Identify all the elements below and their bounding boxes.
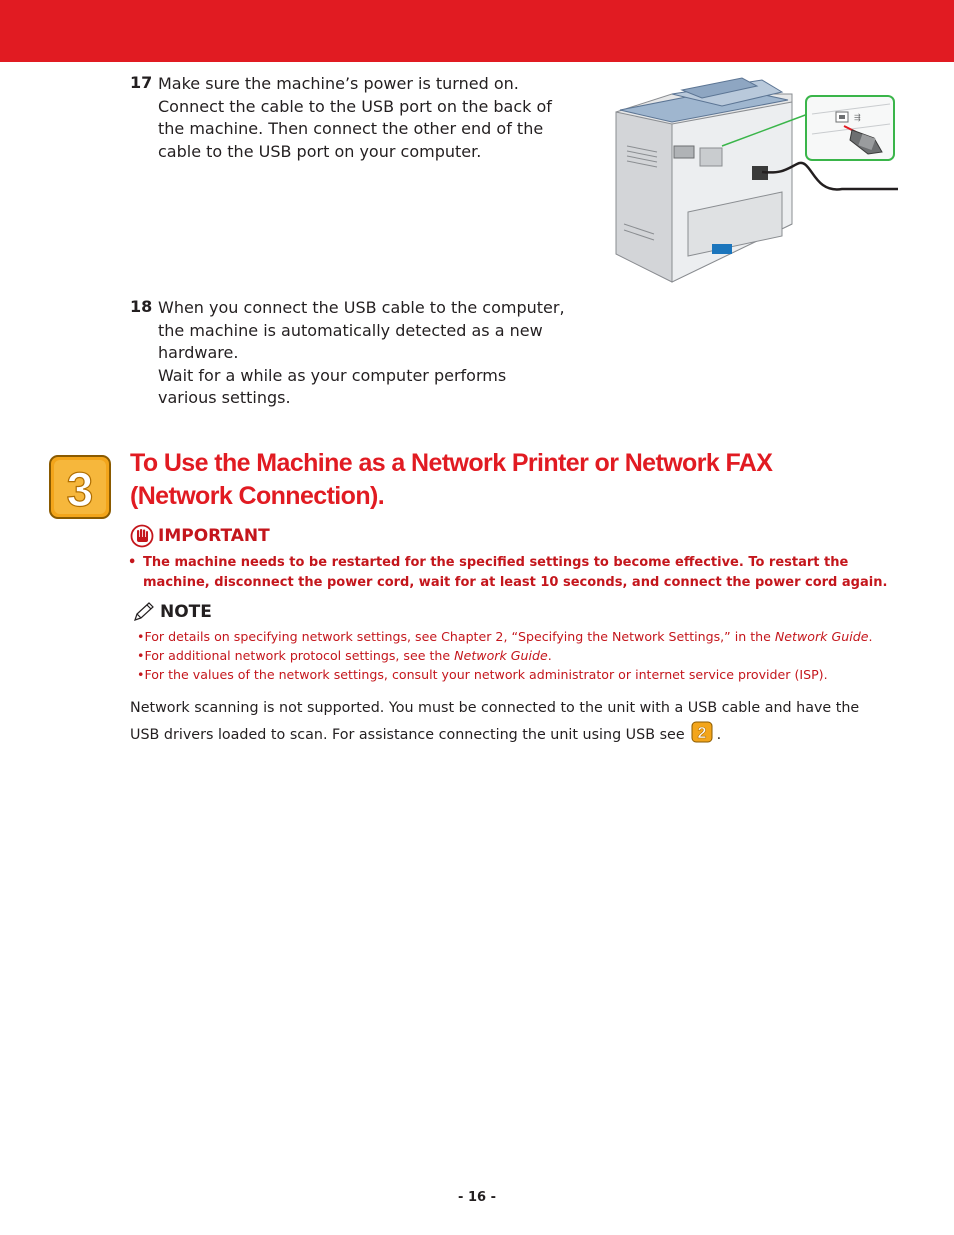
note-item-text: For additional network protocol settings, see the	[144, 648, 455, 663]
note-heading	[132, 601, 212, 623]
note-item-text: For the values of the network settings, consult your network administrator or internet service provider (ISP).	[144, 667, 828, 682]
note-item: •For details on specifying network settings, see Chapter 2, “Specifying the Network Settings,” in the Network Guide.	[137, 629, 873, 644]
usb-info-paragraph	[130, 695, 890, 749]
note-item-suffix: .	[547, 648, 552, 663]
important-text: The machine needs to be restarted for the specified settings to become effective. To restart the machine, disconnect the power cord, wait for at least 10 seconds, and connect the power cord again.	[143, 555, 888, 590]
step-18-number: 18	[130, 297, 153, 316]
step-18-text	[158, 297, 568, 410]
note-item-text: For details on specifying network settings, see Chapter 2, “Specifying the Network Settings,” in the	[144, 629, 775, 644]
note-item: •For the values of the network settings, consult your network administrator or internet service provider (ISP).	[137, 667, 828, 682]
note-item-emphasis: Network Guide	[774, 629, 869, 644]
note-item-suffix: .	[868, 629, 873, 644]
section-3-badge	[48, 454, 112, 520]
stop-hand-icon	[130, 524, 154, 548]
usb-info-text: Network scanning is not supported. You must be connected to the unit with a USB cable and have the USB drivers loaded to scan. For assistance connecting the unit using USB see	[130, 700, 860, 743]
note-item-emphasis: Network Guide	[454, 648, 548, 663]
important-bullet: •	[128, 555, 137, 570]
step-17-line: Make sure the machine’s power is turned on. Connect the cable to the USB port on the back of the machine. Then connect the other end of the cable to the USB port on your computer.	[158, 74, 552, 161]
important-label: IMPORTANT	[158, 526, 270, 546]
page-number: - 16 -	[458, 1190, 496, 1205]
note-list	[137, 627, 917, 684]
usb-info-end: .	[716, 727, 722, 743]
important-heading	[130, 524, 270, 548]
important-body	[128, 553, 888, 592]
step-17-number: 17	[130, 73, 153, 92]
pencil-icon	[132, 601, 156, 623]
section-2-badge-number: 2	[697, 725, 707, 742]
section-title: To Use the Machine as a Network Printer or Network FAX (Network Connection).	[130, 449, 773, 510]
step-18-line-2: Wait for a while as your computer performs various settings.	[158, 365, 507, 408]
header-bar	[0, 0, 954, 62]
note-label: NOTE	[160, 602, 212, 622]
step-17-text	[158, 73, 583, 163]
step-18-line-1: When you connect the USB cable to the computer, the machine is automatically detected as a new hardware.	[158, 298, 565, 363]
svg-text:⇶: ⇶	[854, 113, 861, 122]
machine-usb-illustration	[612, 74, 898, 286]
note-item: •For additional network protocol settings, see the Network Guide.	[137, 648, 552, 663]
section-3-badge-number: 3	[66, 464, 94, 517]
section-2-link-badge[interactable]	[691, 721, 713, 743]
